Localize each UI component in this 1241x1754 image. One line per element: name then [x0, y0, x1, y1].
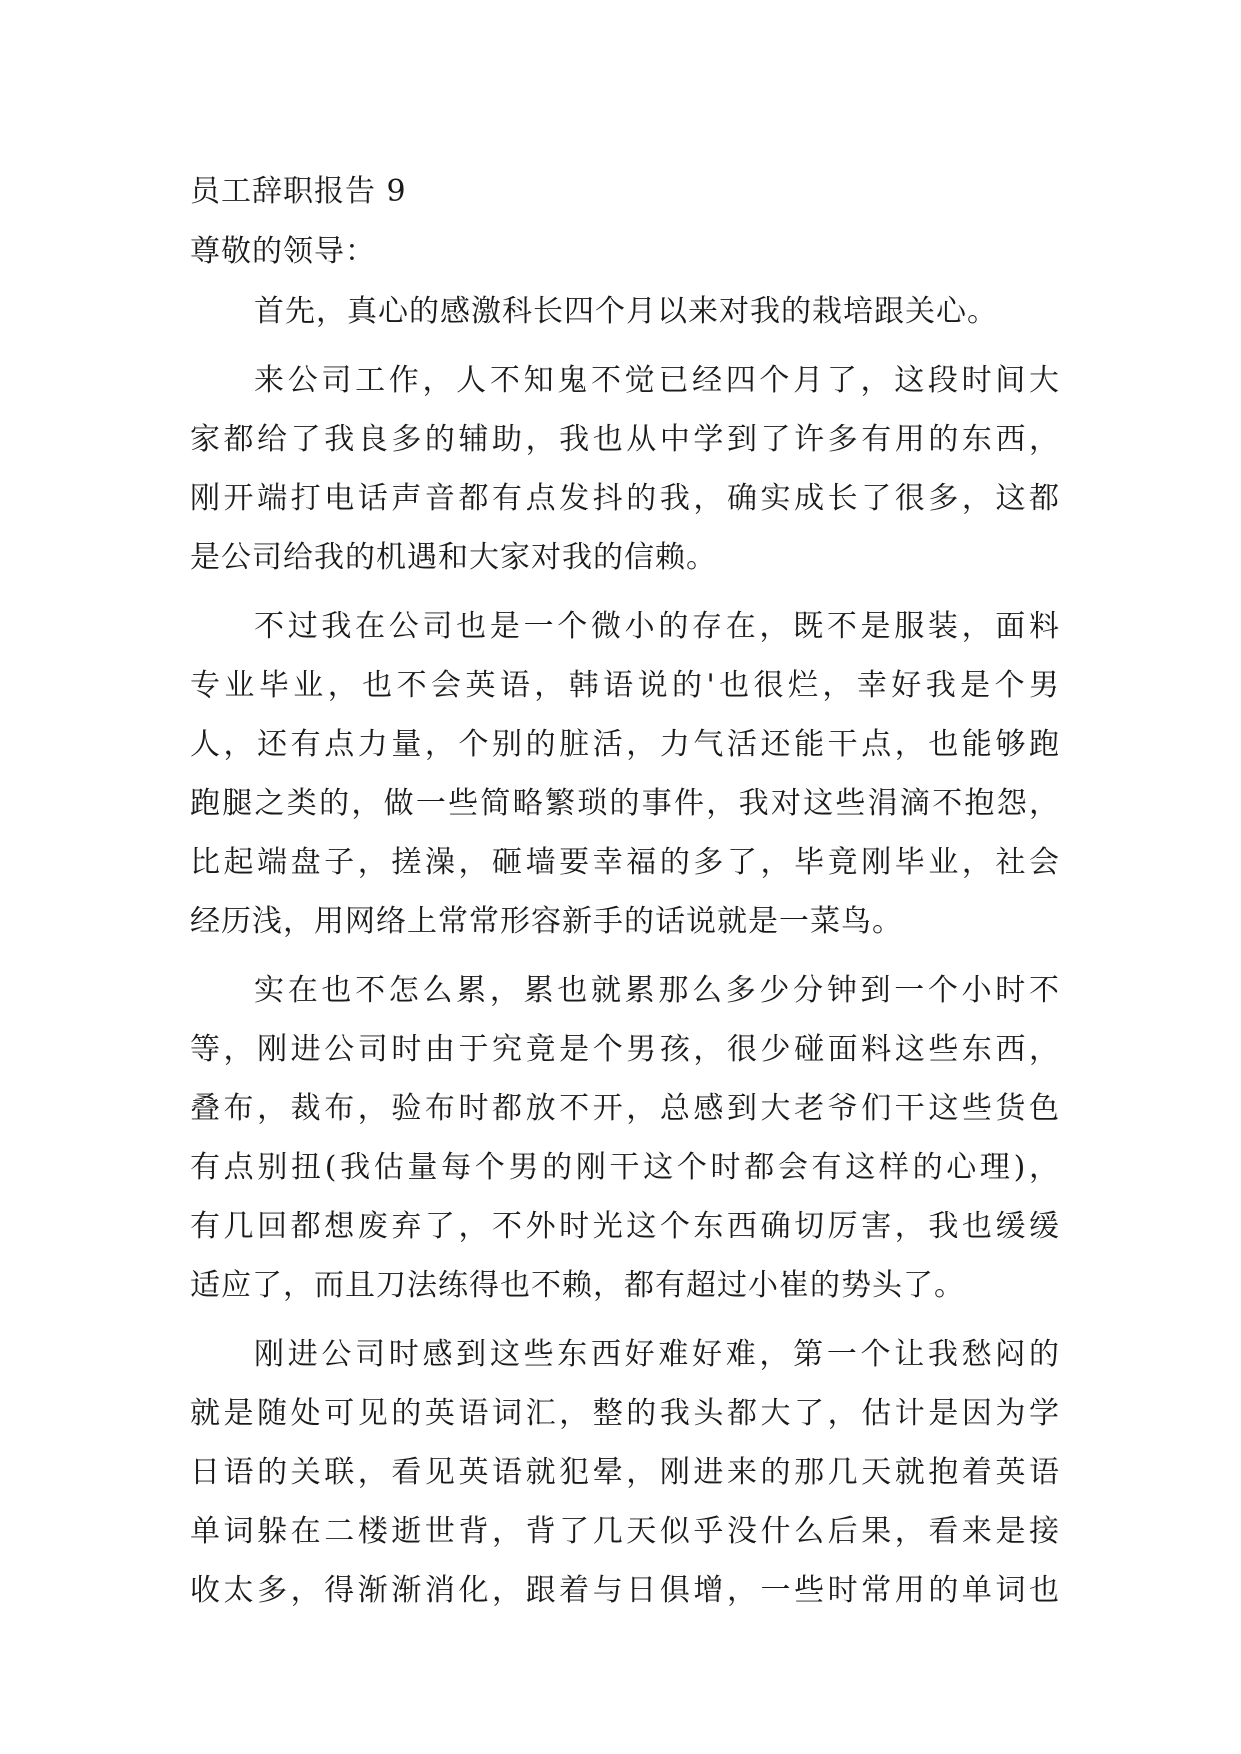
paragraph-line: 日语的关联，看见英语就犯晕，刚进来的那几天就抱着英语: [190, 1455, 1060, 1490]
paragraph-line: 跑腿之类的，做一些简略繁琐的事件，我对这些涓滴不抱怨，: [190, 786, 1060, 821]
document-title: 员工辞职报告 9: [190, 174, 407, 209]
paragraph-line: 是公司给我的机遇和大家对我的信赖。: [190, 540, 717, 575]
paragraph-1: [190, 282, 1060, 341]
paragraph-line: 有点别扭(我估量每个男的刚干这个时都会有这样的心理)，: [190, 1150, 1060, 1185]
paragraph-line: 来公司工作，人不知鬼不觉已经四个月了，这段时间大: [254, 363, 1060, 398]
paragraph-line: 实在也不怎么累，累也就累那么多少分钟到一个小时不: [254, 973, 1060, 1008]
paragraph-4: [190, 961, 1060, 1315]
paragraph-5: [190, 1325, 1060, 1620]
paragraph-line: 经历浅，用网络上常常形容新手的话说就是一菜鸟。: [190, 904, 903, 939]
paragraph-line: 适应了，而且刀法练得也不赖，都有超过小崔的势头了。: [190, 1268, 965, 1303]
salutation: 尊敬的领导：: [190, 234, 376, 269]
paragraph-line: 就是随处可见的英语词汇，整的我头都大了，估计是因为学: [190, 1396, 1060, 1431]
paragraph-line: 单词躲在二楼逝世背，背了几天似乎没什么后果，看来是接: [190, 1514, 1060, 1549]
paragraph-line: 专业毕业，也不会英语，韩语说的'也很烂，幸好我是个男: [190, 668, 1060, 703]
paragraph-line: 叠布，裁布，验布时都放不开，总感到大老爷们干这些货色: [190, 1091, 1060, 1126]
paragraph-line: 不过我在公司也是一个微小的存在，既不是服装，面料: [254, 609, 1060, 644]
paragraph-line: 收太多，得渐渐消化，跟着与日俱增，一些时常用的单词也: [190, 1573, 1060, 1608]
paragraph-2: [190, 351, 1060, 587]
document-body: [190, 162, 1060, 1630]
paragraph-line: 等，刚进公司时由于究竟是个男孩，很少碰面料这些东西，: [190, 1032, 1060, 1067]
paragraph-line: 家都给了我良多的辅助，我也从中学到了许多有用的东西，: [190, 422, 1060, 457]
paragraph-line: 有几回都想废弃了，不外时光这个东西确切厉害，我也缓缓: [190, 1209, 1060, 1244]
paragraph-line: 人，还有点力量，个别的脏活，力气活还能干点，也能够跑: [190, 727, 1060, 762]
paragraph-line: 刚进公司时感到这些东西好难好难，第一个让我愁闷的: [254, 1337, 1060, 1372]
paragraph-3: [190, 597, 1060, 951]
paragraph-line: 刚开端打电话声音都有点发抖的我，确实成长了很多，这都: [190, 481, 1060, 516]
paragraph-line: 首先，真心的感激科长四个月以来对我的栽培跟关心。: [254, 294, 998, 329]
paragraph-line: 比起端盘子，搓澡，砸墙要幸福的多了，毕竟刚毕业，社会: [190, 845, 1060, 880]
